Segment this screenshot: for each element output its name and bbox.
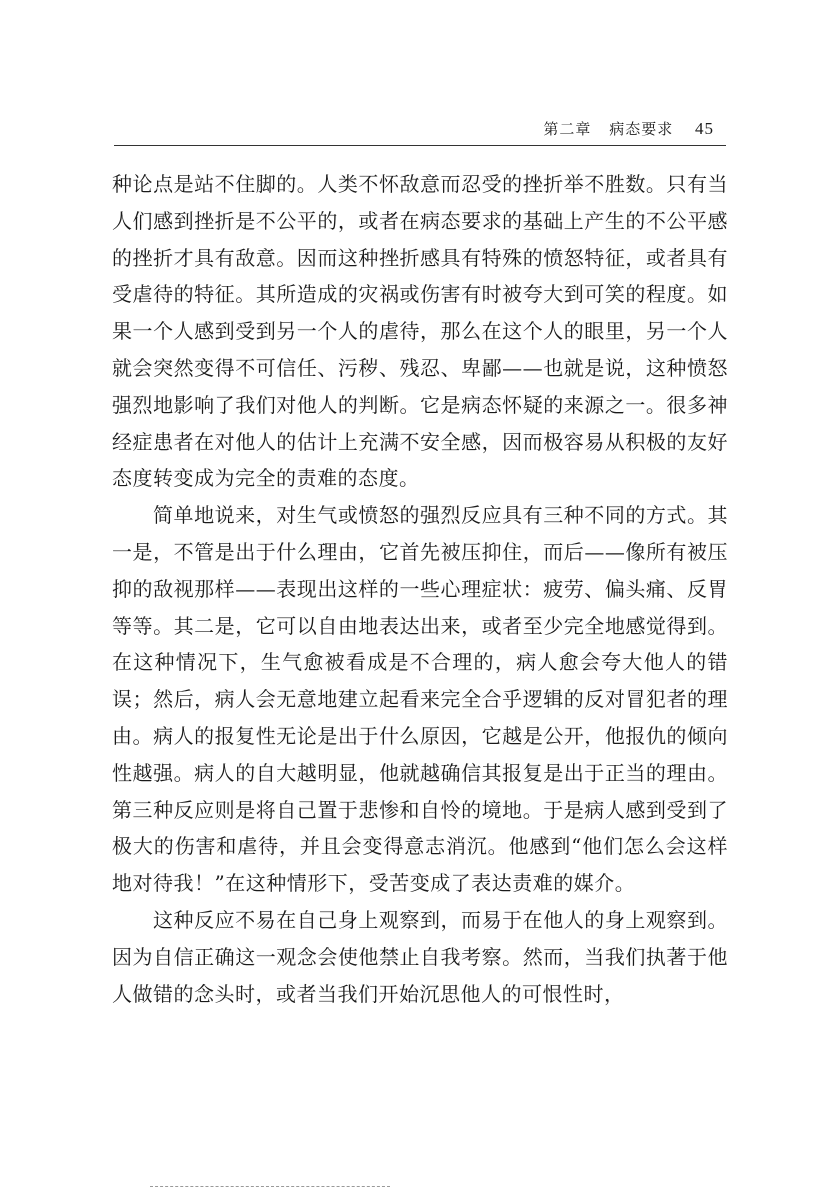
paragraph: 这种反应不易在自己身上观察到，而易于在他人的身上观察到。因为自信正确这一观念会使他禁止自我考察。然而，当我们执著于他人做错的念头时，或者当我们开始沉思他人的可恨性时， [112,907,728,1006]
paragraph: 种论点是站不住脚的。人类不怀敌意而忍受的挫折举不胜数。只有当人们感到挫折是不公平的，或者在病态要求的基础上产生的不公平感的挫折才具有敌意。因而这种挫折感具有特殊的愤怒特征，或者具有受虐待的特征。其所造成的灾祸或伤害有时被夸大到可笑的程度。如果一个人感到受到另一个人的虐待，那么在这个人的眼里，另一个人就会突然变得不可信任、污秽、残忍、卑鄙——也就是说，这种愤怒强烈地影响了我们对他人的判断。它是病态怀疑的来源之一。很多神经症患者在对他人的估计上充满不安全感，因而极容易从积极的友好态度转变成为完全的责难的态度。 [112,172,728,491]
header-rule [114,145,726,146]
paragraph: 简单地说来，对生气或愤怒的强烈反应具有三种不同的方式。其一是，不管是出于什么理由，它首先被压抑住，而后——像所有被压抑的敌视那样——表现出这样的一些心理症状：疲劳、偏头痛、反胃等等。其二是，它可以自由地表达出来，或者至少完全地感觉得到。在这种情况下，生气愈被看成是不合理的，病人愈会夸大他人的错误；然后，病人会无意地建立起看来完全合乎逻辑的反对冒犯者的理由。病人的报复性无论是出于什么原因，它越是公开，他报仇的倾向性越强。病人的自大越明显，他就越确信其报复是出于正当的理由。第三种反应则是将自己置于悲惨和自怜的境地。于是病人感到受到了极大的伤害和虐待，并且会变得意志消沉。他感到“他们怎么会这样地对待我！”在这种情形下，受苦变成了表达责难的媒介。 [112,503,728,896]
running-header [543,118,714,139]
bottom-scan-marks [150,1186,390,1187]
chapter-title: 病态要求 [609,120,674,138]
body-text [112,166,728,1012]
chapter-label: 第二章 [543,120,592,138]
page-number: 45 [695,119,714,138]
